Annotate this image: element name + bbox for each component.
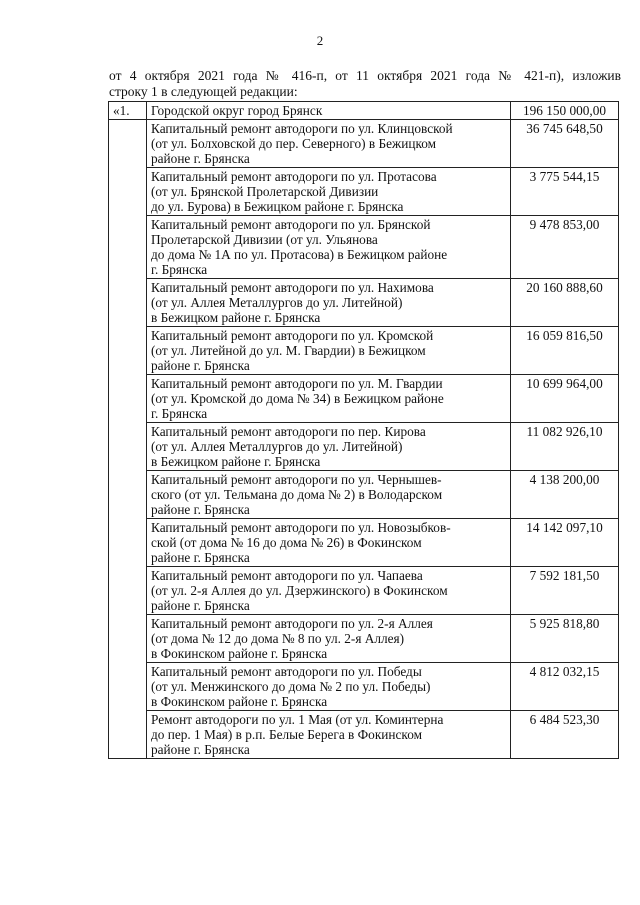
work-amount-cell: 6 484 523,30 [511, 711, 619, 759]
work-description-line: Капитальный ремонт автодороги по ул. Победы [151, 664, 422, 679]
work-description-line: Капитальный ремонт автодороги по ул. Новозыбков- [151, 520, 451, 535]
row-number-empty-cell [109, 120, 147, 759]
work-amount-cell: 5 925 818,80 [511, 615, 619, 663]
work-description-line: Капитальный ремонт автодороги по ул. Чапаева [151, 568, 423, 583]
work-description-line: районе г. Брянска [151, 742, 250, 757]
table-row [109, 327, 619, 375]
work-amount-cell: 4 138 200,00 [511, 471, 619, 519]
work-description-line: г. Брянска [151, 406, 208, 421]
table-row [109, 423, 619, 471]
work-description-line: Ремонт автодороги по ул. 1 Мая (от ул. Коминтерна [151, 712, 444, 727]
work-description-line: (от ул. Аллея Металлургов до ул. Литейной) [151, 295, 403, 310]
district-total-cell: 196 150 000,00 [511, 102, 619, 120]
work-description-line: до дома № 1А по ул. Протасова) в Бежицком районе [151, 247, 448, 262]
work-description-cell [147, 279, 511, 327]
work-description-line: (от ул. Аллея Металлургов до ул. Литейной) [151, 439, 403, 454]
work-amount-cell: 14 142 097,10 [511, 519, 619, 567]
work-amount-cell: 16 059 816,50 [511, 327, 619, 375]
table-row [109, 375, 619, 423]
work-description-line: (от ул. Брянской Пролетарской Дивизии [151, 184, 379, 199]
table-row [109, 216, 619, 279]
row-number-cell: «1. [109, 102, 147, 120]
work-amount-cell: 36 745 648,50 [511, 120, 619, 168]
table-row [109, 567, 619, 615]
work-description-cell [147, 216, 511, 279]
table-row [109, 168, 619, 216]
work-description-line: Капитальный ремонт автодороги по ул. Брянской [151, 217, 431, 232]
intro-paragraph [109, 68, 629, 100]
work-amount-cell: 10 699 964,00 [511, 375, 619, 423]
work-description-line: (от ул. Кромской до дома № 34) в Бежицком районе [151, 391, 444, 406]
table-row [109, 471, 619, 519]
work-amount-cell: 20 160 888,60 [511, 279, 619, 327]
work-description-cell [147, 423, 511, 471]
work-description-line: Капитальный ремонт автодороги по ул. Протасова [151, 169, 437, 184]
allocation-table [108, 101, 619, 759]
table-row [109, 615, 619, 663]
table-row [109, 279, 619, 327]
work-description-line: (от ул. 2-я Аллея до ул. Дзержинского) в Фокинском [151, 583, 448, 598]
work-amount-cell: 3 775 544,15 [511, 168, 619, 216]
work-description-line: (от ул. Болховской до пер. Северного) в Бежицком [151, 136, 437, 151]
work-description-line: в Бежицком районе г. Брянска [151, 454, 321, 469]
work-description-cell [147, 615, 511, 663]
work-description-line: Пролетарской Дивизии (от ул. Ульянова [151, 232, 378, 247]
work-description-cell [147, 327, 511, 375]
work-description-line: Капитальный ремонт автодороги по ул. Чернышев- [151, 472, 442, 487]
work-description-line: в Бежицком районе г. Брянска [151, 310, 321, 325]
page-number: 2 [316, 33, 324, 48]
work-amount-cell: 4 812 032,15 [511, 663, 619, 711]
work-description-line: районе г. Брянска [151, 151, 250, 166]
work-description-cell [147, 471, 511, 519]
intro-line-1: от 4 октября 2021 года № 416-п, от 11 октября 2021 года № 421-п), изложив [109, 68, 621, 83]
work-description-line: до пер. 1 Мая) в р.п. Белые Берега в Фокинском [151, 727, 423, 742]
work-description-line: Капитальный ремонт автодороги по ул. Клинцовской [151, 121, 453, 136]
work-description-line: г. Брянска [151, 262, 208, 277]
work-description-line: районе г. Брянска [151, 550, 250, 565]
table-row-head [109, 102, 619, 120]
work-description-line: Капитальный ремонт автодороги по ул. 2-я Аллея [151, 616, 433, 631]
work-description-line: (от ул. Менжинского до дома № 2 по ул. Победы) [151, 679, 431, 694]
work-amount-cell: 11 082 926,10 [511, 423, 619, 471]
work-description-cell [147, 168, 511, 216]
allocation-table-body [109, 102, 619, 759]
work-description-line: районе г. Брянска [151, 358, 250, 373]
work-description-line: Капитальный ремонт автодороги по ул. М. Гвардии [151, 376, 443, 391]
work-description-line: до ул. Бурова) в Бежицком районе г. Брянска [151, 199, 404, 214]
table-row [109, 711, 619, 759]
work-description-cell [147, 519, 511, 567]
table-row [109, 120, 619, 168]
work-description-cell [147, 120, 511, 168]
work-description-line: Капитальный ремонт автодороги по пер. Кирова [151, 424, 426, 439]
work-description-line: ской (от дома № 16 до дома № 26) в Фокинском [151, 535, 422, 550]
work-description-line: (от дома № 12 до дома № 8 по ул. 2-я Аллея) [151, 631, 405, 646]
work-description-line: (от ул. Литейной до ул. М. Гвардии) в Бежицком [151, 343, 426, 358]
table-row [109, 663, 619, 711]
table-row [109, 519, 619, 567]
work-description-cell [147, 663, 511, 711]
intro-line-2: строку 1 в следующей редакции: [109, 84, 298, 99]
work-amount-cell: 9 478 853,00 [511, 216, 619, 279]
work-description-line: в Фокинском районе г. Брянска [151, 646, 328, 661]
work-description-line: ского (от ул. Тельмана до дома № 2) в Володарском [151, 487, 443, 502]
work-amount-cell: 7 592 181,50 [511, 567, 619, 615]
work-description-cell [147, 567, 511, 615]
work-description-line: районе г. Брянска [151, 502, 250, 517]
work-description-line: в Фокинском районе г. Брянска [151, 694, 328, 709]
district-name-cell: Городской округ город Брянск [147, 102, 511, 120]
work-description-line: Капитальный ремонт автодороги по ул. Кромской [151, 328, 434, 343]
work-description-cell [147, 375, 511, 423]
work-description-cell [147, 711, 511, 759]
work-description-line: районе г. Брянска [151, 598, 250, 613]
work-description-line: Капитальный ремонт автодороги по ул. Нахимова [151, 280, 434, 295]
